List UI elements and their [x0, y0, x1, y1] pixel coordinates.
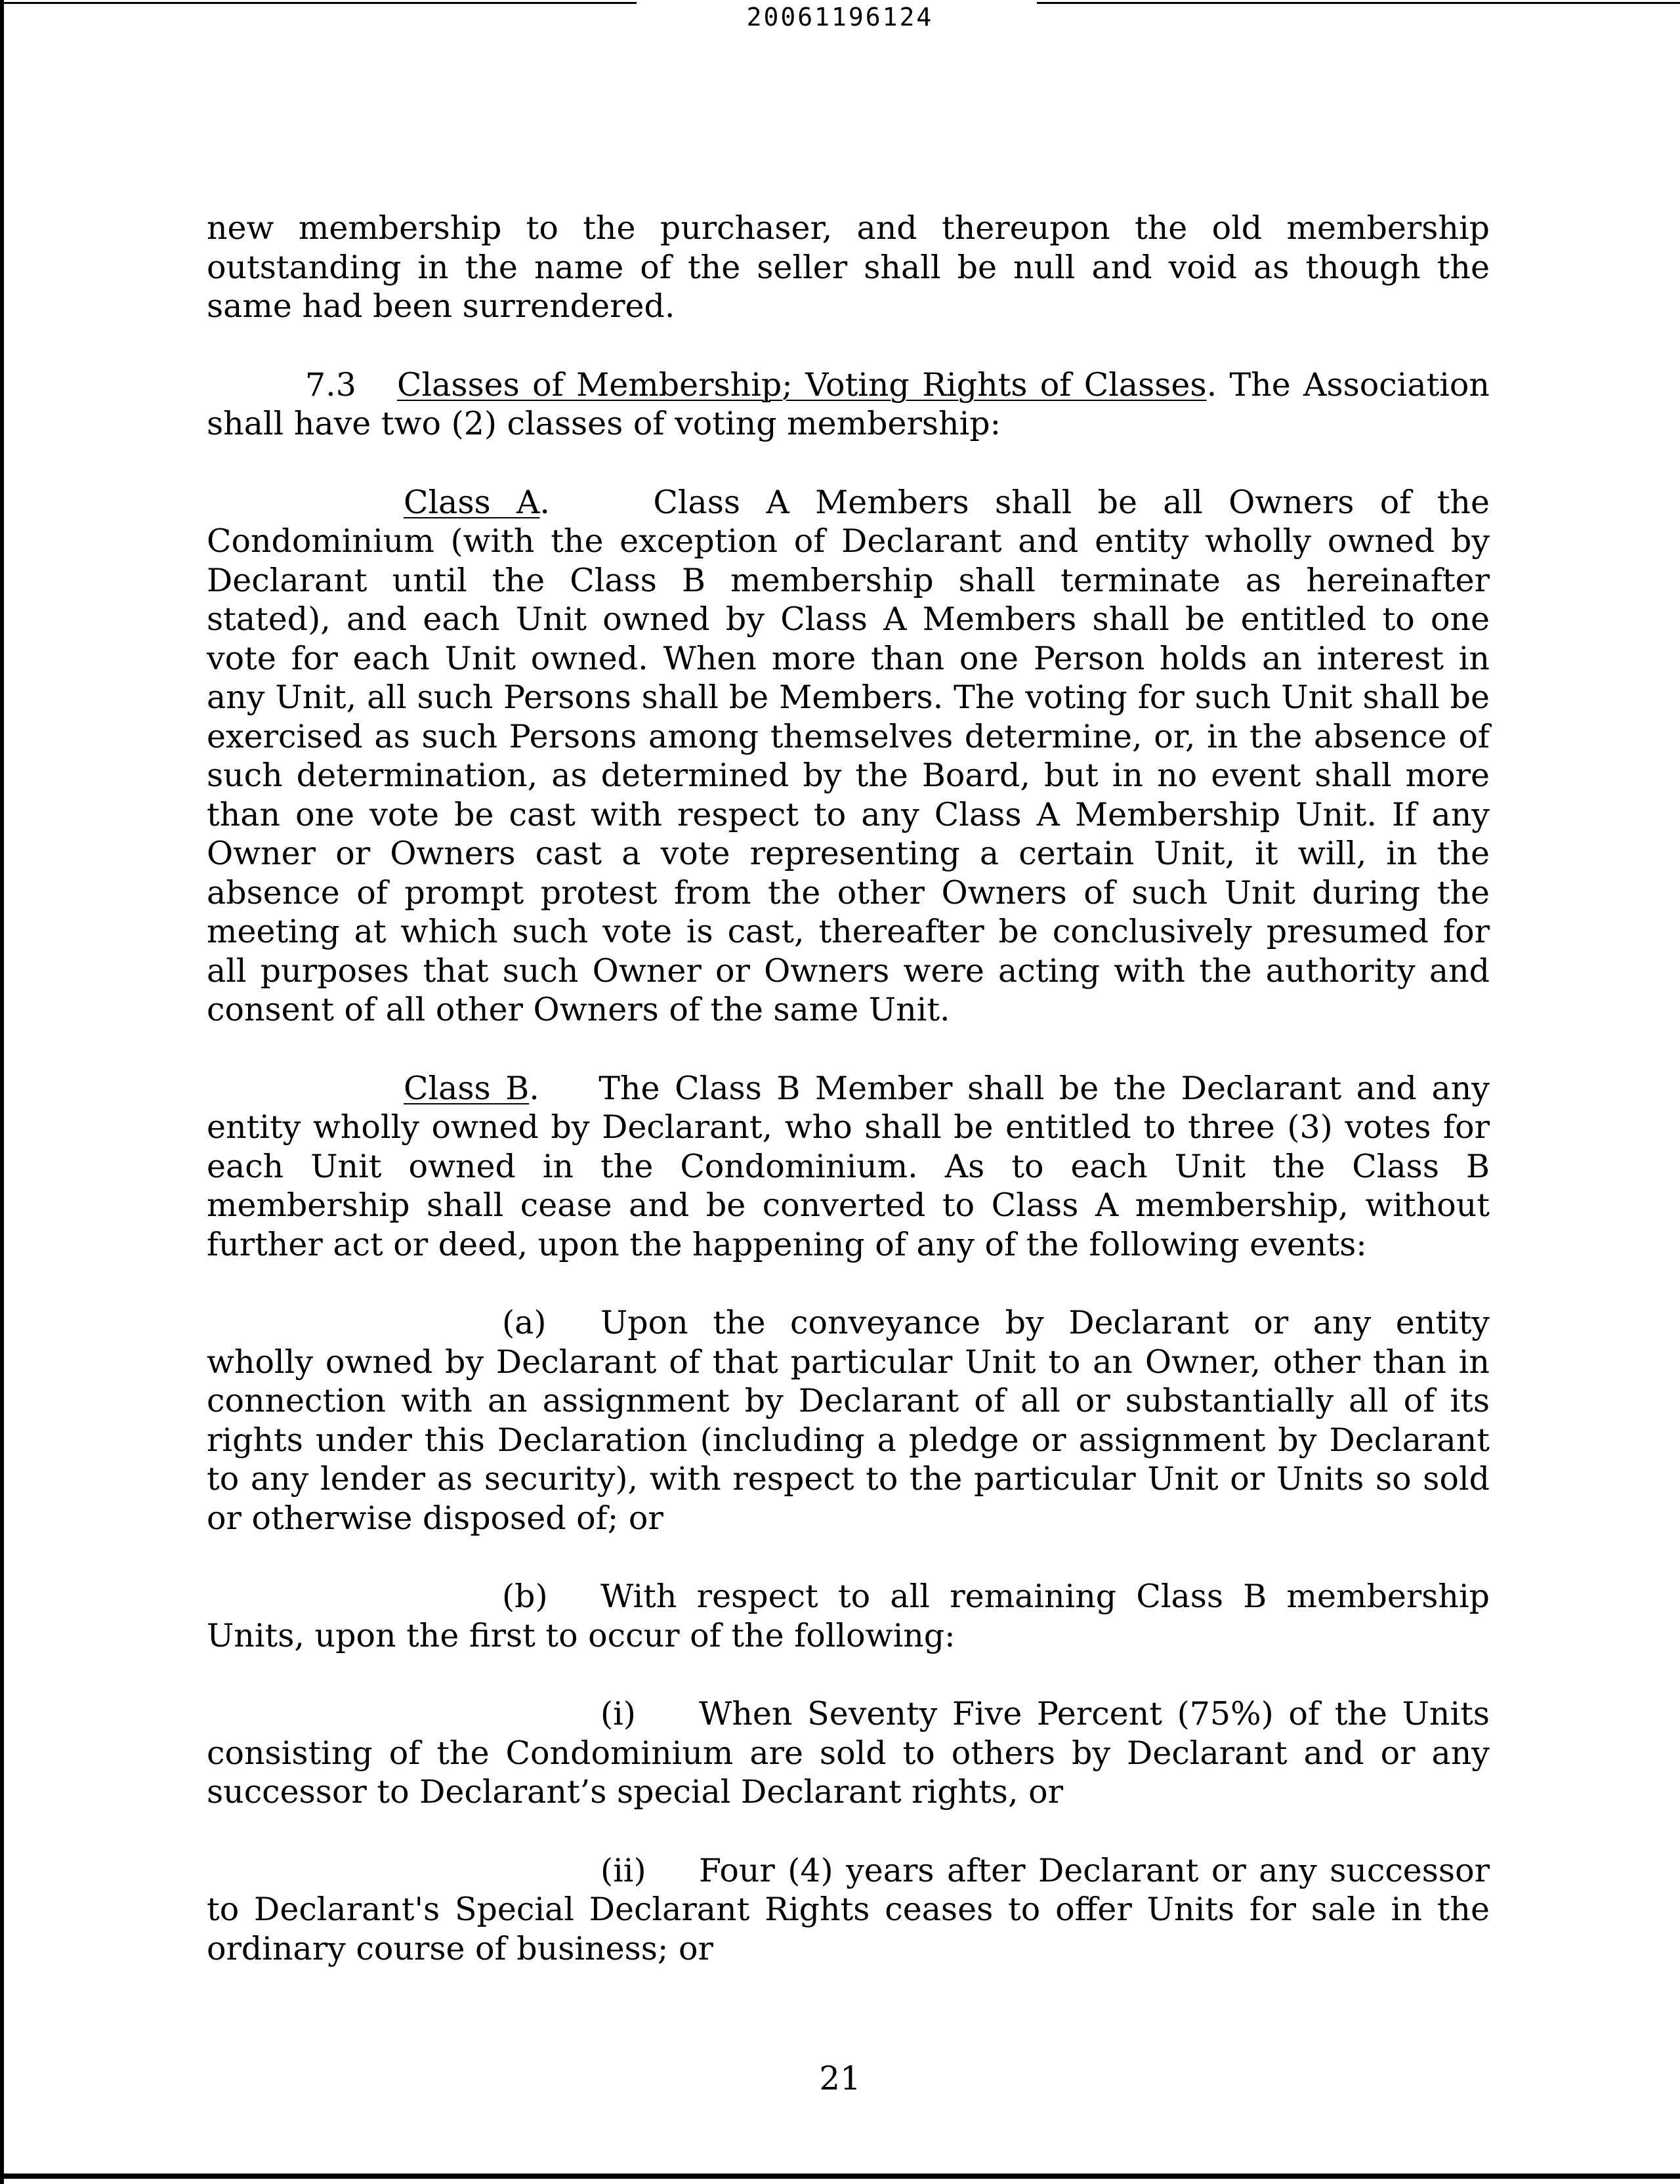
page-number: 21	[819, 2059, 861, 2097]
class-b-heading-period: .	[529, 1069, 539, 1107]
item-i-text: When Seventy Five Percent (75%) of the Units consisting of the Condominium are sold to others by Declarant and or any successor to Declarant’s special Declarant rights, or	[207, 1695, 1490, 1811]
item-b-marker: (b)	[502, 1578, 548, 1615]
item-ii-text: Four (4) years after Declarant or any successor to Declarant's Special Declarant Rights ceases to offer Units for sale in the ordinary course of business; or	[207, 1851, 1490, 1967]
item-i-paragraph	[207, 1694, 1490, 1812]
continuation-paragraph: new membership to the purchaser, and thereupon the old membership outstanding in the name of the seller shall be null and void as though the same had been surrendered.	[207, 209, 1490, 325]
class-a-paragraph	[207, 483, 1490, 1030]
section-text: The Association shall have two (2) classes of voting membership:	[207, 366, 1490, 442]
class-a-heading-period: .	[539, 483, 550, 521]
page-body	[207, 209, 1490, 1968]
class-a-text: Class A Members shall be all Owners of the Condominium (with the exception of Declarant and entity wholly owned by Declarant until the Class B membership shall terminate as hereinafter stated), and each Unit owned by Class A Members shall be entitled to one vote for each Unit owned. When more than one Person holds an interest in any Unit, all such Persons shall be Members. The voting for such Unit shall be exercised as such Persons among themselves determine, or, in the absence of such determination, as determined by the Board, but in no event shall more than one vote be cast with respect to any Class A Membership Unit. If any Owner or Owners cast a vote representing a certain Unit, it will, in the absence of prompt protest from the other Owners of such Unit during the meeting at which such vote is cast, thereafter be conclusively presumed for all purposes that such Owner or Owners were acting with the authority and consent of all other Owners of the same Unit.	[207, 483, 1490, 1028]
left-scan-border	[0, 0, 4, 2184]
class-b-paragraph	[207, 1069, 1490, 1265]
item-ii-marker: (ii)	[600, 1851, 646, 1889]
class-b-text: The Class B Member shall be the Declarant and any entity wholly owned by Declarant, who shall be entitled to three (3) votes for each Unit owned in the Condominium. As to each Unit the Class B membership shall cease and be converted to Class A membership, without further act or deed, upon the happening of any of the following events:	[207, 1069, 1490, 1263]
item-i-marker: (i)	[600, 1695, 636, 1732]
item-b-text: With respect to all remaining Class B membership Units, upon the first to occur of the following:	[207, 1578, 1490, 1654]
section-number: 7.3	[305, 366, 356, 404]
item-b-paragraph	[207, 1577, 1490, 1655]
section-7-3-paragraph	[207, 366, 1490, 444]
item-a-paragraph	[207, 1303, 1490, 1538]
item-a-text: Upon the conveyance by Declarant or any entity wholly owned by Declarant of that particular Unit to an Owner, other than in connection with an assignment by Declarant of all or substantially all of its rights under this Declaration (including a pledge or assignment by Declarant to any lender as security), with respect to the particular Unit or Units so sold or otherwise disposed of; or	[207, 1304, 1490, 1537]
class-b-heading: Class B	[404, 1069, 530, 1107]
item-ii-paragraph	[207, 1851, 1490, 1969]
section-heading-period: .	[1206, 366, 1217, 404]
class-a-heading: Class A	[404, 483, 540, 521]
bottom-scan-border	[0, 2174, 1680, 2179]
document-number: 20061196124	[746, 3, 934, 32]
section-heading: Classes of Membership; Voting Rights of Classes	[397, 366, 1207, 404]
item-a-marker: (a)	[502, 1304, 547, 1341]
